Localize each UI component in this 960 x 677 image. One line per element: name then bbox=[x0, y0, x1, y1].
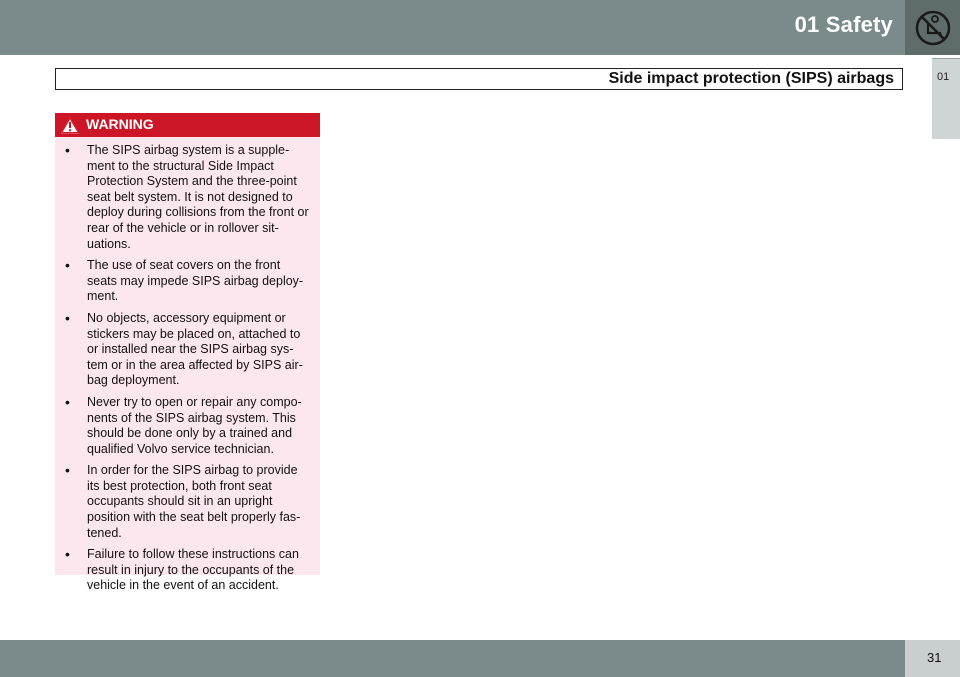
warning-item: • Failure to follow these instructions can result in injury to the occupants of the vehicle in the event of an accident. bbox=[87, 547, 310, 594]
warning-box bbox=[55, 113, 320, 593]
section-header bbox=[55, 68, 903, 90]
warning-label: WARNING bbox=[86, 116, 154, 132]
chapter-icon-box bbox=[905, 0, 960, 55]
warning-triangle-icon bbox=[58, 114, 82, 136]
chapter-title: 01 Safety bbox=[794, 12, 893, 37]
footer-bar bbox=[0, 640, 905, 677]
page-number: 31 bbox=[927, 650, 942, 665]
warning-header bbox=[55, 113, 320, 137]
chapter-header-bar bbox=[0, 0, 905, 55]
warning-item: • The use of seat covers on the front seats may impede SIPS airbag deploy-ment. bbox=[87, 258, 310, 305]
side-tab-label: 01 bbox=[937, 71, 950, 83]
warning-item: • No objects, accessory equipment or stickers may be placed on, attached to or installed near the SIPS airbag sys-tem or in the area affected by SIPS air-bag deployment. bbox=[87, 311, 310, 389]
seated-occupant-icon bbox=[913, 8, 953, 48]
section-title: Side impact protection (SIPS) airbags bbox=[608, 70, 894, 87]
warning-item: • In order for the SIPS airbag to provide its best protection, both front seat occupants should sit in an upright position with the seat belt properly fas-tened. bbox=[87, 463, 310, 541]
chapter-side-tab[interactable] bbox=[932, 58, 960, 139]
page-number-box bbox=[905, 640, 960, 677]
warning-list bbox=[55, 137, 320, 594]
warning-item: • The SIPS airbag system is a supple-ment to the structural Side Impact Protection System and the three-point seat belt system. It is not designed to deploy during collisions from the front or rear of the vehicle or in rollover sit-uations. bbox=[87, 143, 310, 252]
warning-item: • Never try to open or repair any compo-nents of the SIPS airbag system. This should be done only by a trained and qualified Volvo service technician. bbox=[87, 395, 310, 457]
